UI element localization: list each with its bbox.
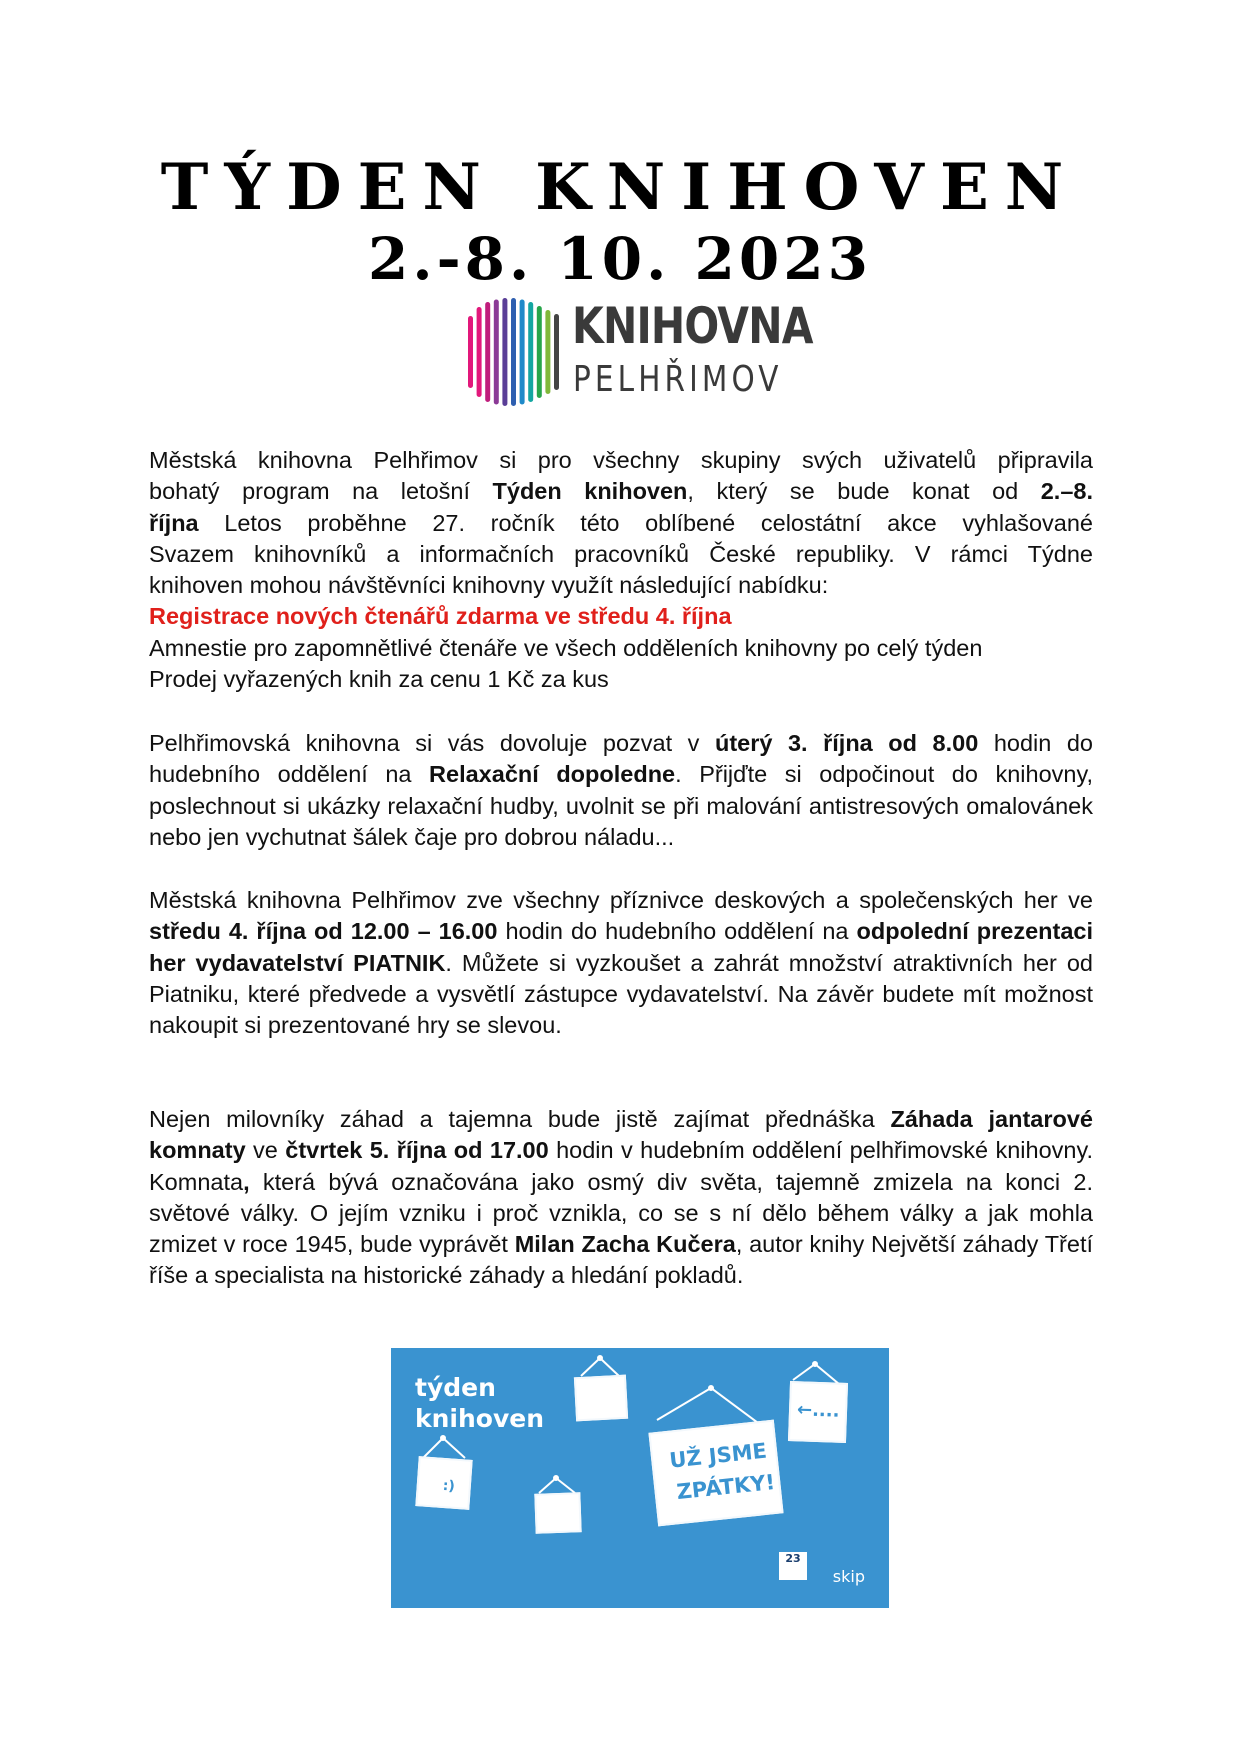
- main-sign: UŽ JSME ZPÁTKY!: [648, 1420, 783, 1527]
- free-registration-highlight: Registrace nových čtenářů zdarma ve středu 4. října: [149, 603, 732, 630]
- relax-paragraph: Pelhřimovská knihovna si vás dovoluje pozvat v úterý 3. října od 8.00 hodin do hudebního oddělení na Relaxační dopoledne. Přijďte si odpočinout do knihovny, poslechnout si ukázky relaxační hudby, uvolnit se při malování antistresových omalovánek nebo jen vychutnat šálek čaje pro dobrou náladu...: [149, 730, 1094, 850]
- skip-logo: skip: [832, 1567, 865, 1586]
- logo-stripe: [537, 306, 542, 398]
- intro-line-3: října Letos proběhne 27. ročník této oblíbené celostátní akce vyhlašované: [149, 509, 1093, 536]
- logo-stripes-icon: [466, 297, 566, 407]
- amnesty-line: Amnestie pro zapomnětlivé čtenáře ve všech odděleních knihovny po celý týden: [149, 634, 983, 661]
- logo-stripe: [502, 298, 507, 406]
- intro-line-4: Svazem knihovníků a informačních pracovníků České republiky. V rámci Týdne: [149, 540, 1093, 567]
- intro-paragraph: [149, 445, 1093, 695]
- logo-stripe: [554, 314, 559, 390]
- intro-line-2: bohatý program na letošní Týden knihoven, který se bude konat od 2.–8.: [149, 478, 1094, 505]
- logo-stripe: [545, 310, 550, 394]
- logo-stripe: [485, 302, 490, 402]
- logo-stripe: [494, 300, 499, 405]
- logo-stripe: [468, 316, 473, 388]
- book-sale-line: Prodej vyřazených knih za cenu 1 Kč za kus: [149, 666, 609, 693]
- intro-line-1: Městská knihovna Pelhřimov si pro všechny skupiny svých uživatelů připravila: [149, 447, 1093, 473]
- blank-sign-top: [574, 1375, 628, 1422]
- tyden-knihoven-banner: [391, 1348, 889, 1608]
- page-title: TÝDEN KNIHOVEN: [160, 150, 1080, 225]
- banner-title: týden knihoven: [415, 1373, 545, 1433]
- arrow-sign: ←....: [788, 1381, 848, 1443]
- library-logo: [466, 297, 813, 407]
- smiley-sign: :): [415, 1456, 472, 1510]
- logo-text-pelhrimov: PELHŘIMOV: [573, 359, 783, 400]
- lecture-paragraph: Nejen milovníky záhad a tajemna bude jistě zajímat přednáška Záhada jantarové komnaty ve čtvrtek 5. října od 17.00 hodin v hudebním oddělení pelhřimovské knihovny. Komnata, která bývá označována jako osmý div světa, tajemně zmizela na konci 2. světové války. O jejím vzniku i proč vznikla, co se s ní dělo během války a jak mohla zmizet v roce 1945, bude vyprávět Milan Zacha Kučera, autor knihy Největší záhady Třetí říše a specialista na historické záhady a hledání pokladů.: [149, 1106, 1094, 1289]
- event-dates: 2.-8. 10. 2023: [368, 225, 872, 293]
- blank-sign-small: [534, 1492, 581, 1534]
- logo-stripe: [528, 302, 533, 402]
- intro-line-5: knihoven mohou návštěvníci knihovny využít následující nabídku:: [149, 572, 829, 599]
- logo-stripe: [511, 298, 516, 406]
- logo-stripe: [477, 307, 482, 397]
- logo-stripe: [520, 300, 525, 405]
- anniversary-badge: 23: [779, 1552, 807, 1580]
- logo-text-knihovna: KNIHOVNA: [572, 297, 813, 355]
- games-paragraph: Městská knihovna Pelhřimov zve všechny příznivce deskových a společenských her ve středu 4. října od 12.00 – 16.00 hodin do hudebního oddělení na odpolední prezentaci her vydavatelství PIATNIK. Můžete si vyzkoušet a zahrát množství atraktivních her od Piatniku, které předvede a vysvětlí zástupce vydavatelství. Na závěr budete mít možnost nakoupit si prezentované hry se slevou.: [149, 887, 1093, 1039]
